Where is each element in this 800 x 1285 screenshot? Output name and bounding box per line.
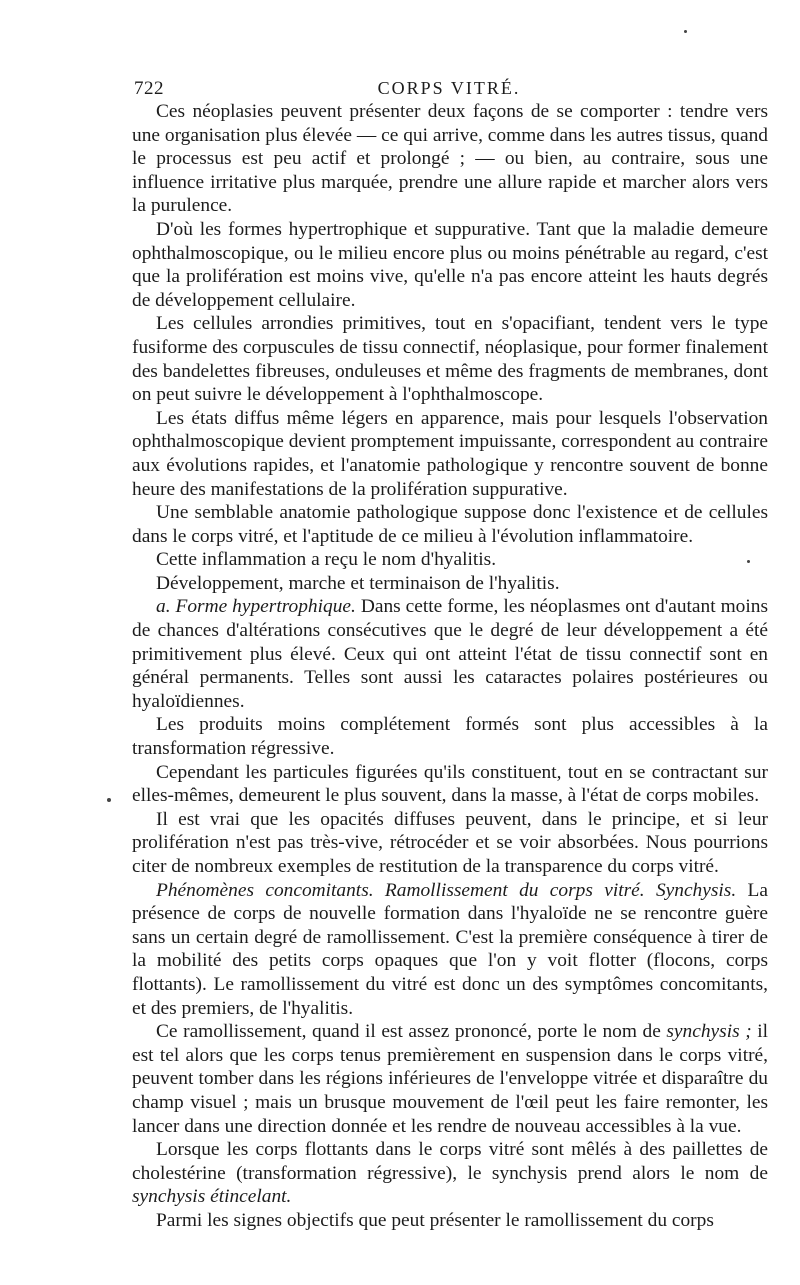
text-run: Une semblable anatomie pathologique suppose donc l'existence et de cellules dans le corps vitré, et l'aptitude de ce milieu à l'évolution inflammatoire. xyxy=(132,502,768,547)
paragraph xyxy=(132,1138,768,1209)
text-run: Dans cette forme, les néoplasmes ont d'autant moins de chances d'altérations consécutives que le degré de leur développement a été primitivement plus élevé. Ceux qui ont atteint l'état de tissu connectif sont en général permanents. Telles sont aussi les cataractes polaires postérieures ou hyaloïdiennes. xyxy=(132,596,768,712)
paragraph xyxy=(132,713,768,760)
paragraph xyxy=(132,761,768,808)
paragraph xyxy=(132,572,768,596)
page-number: 722 xyxy=(134,78,164,99)
paragraph xyxy=(132,1209,768,1233)
text-run: Développement, marche et terminaison de l'hyalitis. xyxy=(156,572,560,594)
text-run: il est tel alors que les corps tenus premièrement en suspension dans le corps vitré, peuvent tomber dans les régions inférieures de l'enveloppe vitrée et disparaître du champ visuel ; mais un brusque mouvement de l'œil peut les faire remonter, les lancer dans une direction donnée et les rendre de nouveau accessibles à la vue. xyxy=(132,1021,769,1137)
text-run: Il est vrai que les opacités diffuses peuvent, dans le principe, et si leur prolifération n'est pas très-vive, rétrocéder et se voir absorbées. Nous pourrions citer de nombreux exemples de restitution de la transparence du corps vitré. xyxy=(132,808,768,877)
paragraph xyxy=(132,100,768,218)
paragraph xyxy=(132,312,768,406)
print-speck xyxy=(107,798,111,802)
paragraph xyxy=(132,595,768,713)
italic-text-run: a. Forme hypertrophique. xyxy=(156,596,356,618)
text-run: D'où les formes hypertrophique et suppurative. Tant que la maladie demeure ophthalmoscopique, ou le milieu encore plus ou moins pénétrable au regard, c'est que la prolifération est moins vive, qu'elle n'a pas encore atteint les hauts degrés de développement cellulaire. xyxy=(132,218,768,311)
paragraph xyxy=(132,218,768,312)
text-run: Les produits moins complétement formés sont plus accessibles à la transformation régressive. xyxy=(132,714,768,760)
paragraph xyxy=(132,501,768,548)
text-run: Les cellules arrondies primitives, tout en s'opacifiant, tendent vers le type fusiforme des corpuscules de tissu connectif, néoplasique, pour former finalement des bandelettes fibreuses, onduleuses et même des fragments de membranes, dont on peut suivre le développement à l'ophthalmoscope. xyxy=(132,313,768,406)
print-speck xyxy=(684,30,687,33)
italic-text-run: synchysis ; xyxy=(666,1021,752,1043)
paragraph xyxy=(132,548,768,572)
text-run: Ces néoplasies peuvent présenter deux façons de se comporter : tendre vers une organisation plus élevée — ce qui arrive, comme dans les autres tissus, quand le processus est peu actif et prolongé ; — ou bien, au contraire, sous une influence irritative plus marquée, prendre une allure rapide et marcher alors vers la purulence. xyxy=(132,101,768,217)
paragraph xyxy=(132,808,768,879)
text-run: La présence de corps de nouvelle formation dans l'hyaloïde ne se rencontre guère sans un certain degré de ramollissement. C'est la première conséquence à tirer de la mobilité des petits corps opaques que l'on y voit flotter (flocons, corps flottants). Le ramollissement du vitré est donc un des symptômes concomitants, et des premiers, de l'hyalitis. xyxy=(132,879,768,1019)
text-run: Cette inflammation a reçu le nom d'hyalitis. xyxy=(156,549,497,571)
text-run: Parmi les signes objectifs que peut présenter le ramollissement du corps xyxy=(156,1209,714,1231)
print-speck xyxy=(747,560,750,563)
text-run: Cependant les particules figurées qu'ils constituent, tout en se contractant sur elles-mêmes, demeurent le plus souvent, dans la masse, à l'état de corps mobiles. xyxy=(132,761,768,807)
paragraph xyxy=(132,407,768,501)
body-text xyxy=(132,100,768,1233)
paragraph xyxy=(132,1020,768,1138)
italic-text-run: synchysis étincelant. xyxy=(132,1186,292,1208)
text-run: Les états diffus même légers en apparence, mais pour lesquels l'observation ophthalmoscopique devient promptement impuissante, correspondent au contraire aux évolutions rapides, et l'anatomie pathologique y rencontre souvent de bonne heure des manifestations de la prolifération suppurative. xyxy=(132,407,768,500)
text-run: Ce ramollissement, quand il est assez prononcé, porte le nom de xyxy=(156,1021,667,1043)
running-head: CORPS VITRÉ. xyxy=(377,78,521,98)
italic-text-run: Phénomènes concomitants. Ramollissement du corps vitré. Synchysis. xyxy=(156,879,737,901)
paragraph xyxy=(132,879,768,1021)
text-run: Lorsque les corps flottants dans le corps vitré sont mêlés à des paillettes de cholestérine (transformation régressive), le synchysis prend alors le nom de xyxy=(132,1139,768,1184)
